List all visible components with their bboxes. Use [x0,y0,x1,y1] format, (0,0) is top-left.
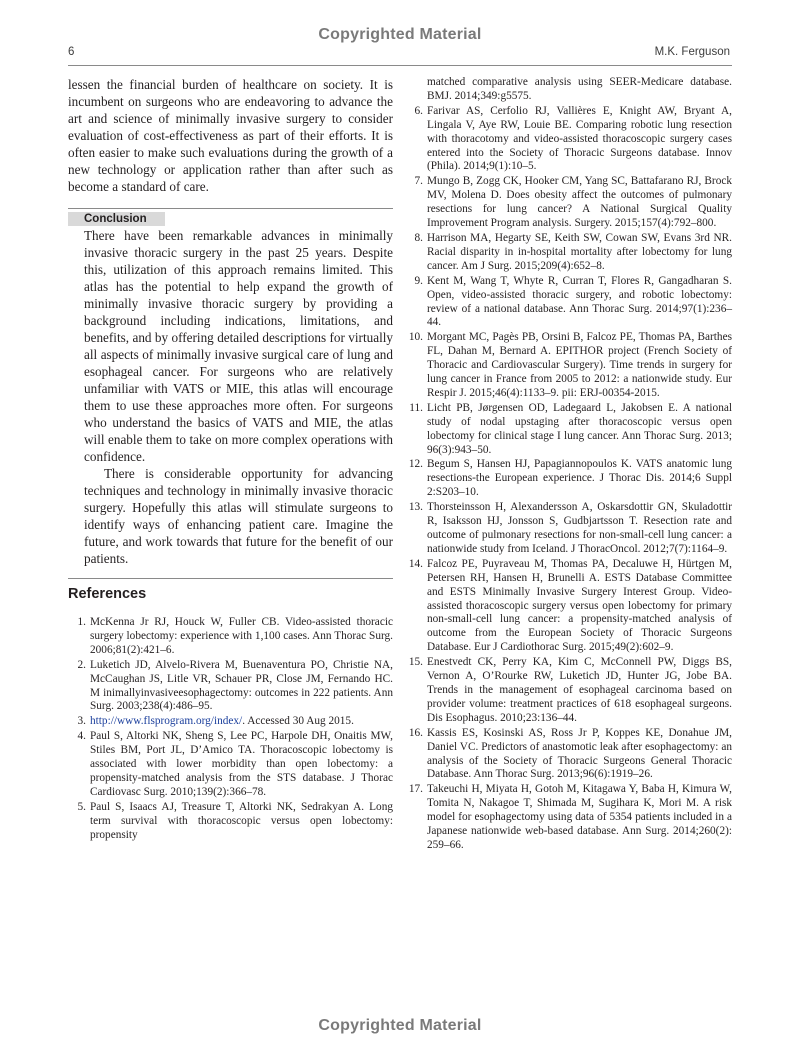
reference-item: 4. Paul S, Altorki NK, Sheng S, Lee PC, Harpole DH, Onaitis MW, Stiles BM, Port JL, D’Amico TA. Thoracoscopic lobectomy is associated with lower morbidity than open lobectomy: a propensity-matched analysis from the STS database. J Thorac Cardiovasc Surg. 2010;139(2):366–78. [77,730,393,798]
reference-item: 5. Paul S, Isaacs AJ, Treasure T, Altorki NK, Sedrakyan A. Long term survival with thoracoscopic versus open lobectomy: propensity [77,800,393,841]
references-list-left [68,616,393,843]
reference-item: 2. Luketich JD, Alvelo-Rivera M, Buenaventura PO, Christie NA, McCaughan JS, Litle VR, Schauer PR, Close JM, Fernando HC. M inimallyinvasiveesophagectomy: outcomes in 222 patients. Ann Surg. 2003;238(4):486–95. [77,658,393,713]
reference-item: 8. Harrison MA, Hegarty SE, Keith SW, Cowan SW, Evans 3rd NR. Racial disparity in in-hospital mortality after lobectomy for lung cancer. Am J Surg. 2015;209(4):652–8. [414,231,732,272]
conclusion-paragraph-2: There is considerable opportunity for advancing techniques and technology in minimally invasive thoracic surgery. Hopefully this atlas will stimulate surgeons to identify ways of enhancing patient care. Imagine the future, and work towards that future for the benefit of our patients. [84,466,393,566]
reference-item: 6. Farivar AS, Cerfolio RJ, Vallières E, Knight AW, Bryant A, Lingala V, Aye RW, Louie BE. Comparing robotic lung resection with thoracotomy and video-assisted thoracoscopic surgery cases entered into the Society of Thoracic Surgeons database. Innov (Phila). 2014;9(1):10–5. [414,104,732,173]
conclusion-paragraph-1: There have been remarkable advances in minimally invasive thoracic surgery in the past 25 years. Despite this, utilization of this approach remains limited. This atlas has the potential to help expand the growth of minimally invasive thoracic surgery by providing a background including indications, limitations, and benefits, and by offering detailed descriptions for virtually all aspects of minimally invasive surgical care of lung and esophageal cancer. For surgeons who are relatively unfamiliar with VATS or MIE, this atlas will encourage them to use these approaches more often. For surgeons who understand the basics of VATS and MIE, the atlas will enable them to take on more complex operations with confidence. [84,228,393,464]
reference-item: 12. Begum S, Hansen HJ, Papagiannopoulos K. VATS anatomic lung resections-the European experience. J Thorac Dis. 2014;6 Suppl 2:S203–10. [408,458,732,499]
reference-item: 9. Kent M, Wang T, Whyte R, Curran T, Flores R, Gangadharan S. Open, video-assisted thoracic surgery, and robotic lobectomy: review of a national database. Ann Thorac Surg. 2014;97(1):236–44. [414,274,732,329]
reference-item: 15. Enestvedt CK, Perry KA, Kim C, McConnell PW, Diggs BS, Vernon A, O’Rourke RW, Luketich JD, Hunter JG, Jobe BA. Trends in the management of esophageal carcinoma based on provider volume: treatment practices of 618 esophageal surgeons. Dis Esophagus. 2010;23:136–44. [408,656,732,724]
reference-item: 13. Thorsteinsson H, Alexandersson A, Oskarsdottir GN, Skuladottir R, Isaksson HJ, Jonsson S, Gudbjartsson T. Resection rate and outcome of pulmonary resections for non-small-cell lung cancer: a nationwide study from Iceland. J ThoracOncol. 2012;7(7):1164–9. [408,501,732,555]
reference-item: 3. http://www.flsprogram.org/index/. Accessed 30 Aug 2015. [77,715,354,728]
reference-item: 16. Kassis ES, Kosinski AS, Ross Jr P, Koppes KE, Donahue JM, Daniel VC. Predictors of anastomotic leak after esophagectomy: an analysis of the Society of Thoracic Surgeons General Thoracic Database. Ann Thorac Surg. 2013;96(6):1919–26. [408,726,732,781]
page-number: 6 [68,46,75,58]
references-heading: References [68,586,147,602]
reference-item: 10. Morgant MC, Pagès PB, Orsini B, Falcoz PE, Thomas PA, Barthes FL, Dahan M, Bernard A. EPITHOR project (French Society of Thoracic and Cardiovascular Surgery). Time trends in surgery for lung cancer in France from 2005 to 2012: a nationwide study. Eur Respir J. 2015;46(4):1133–9. pii: ERJ-00354-2015. [408,331,732,399]
header-rule [68,65,732,66]
left-column [68,76,393,567]
reference-item: 1. McKenna Jr RJ, Houck W, Fuller CB. Video-assisted thoracic surgery lobectomy: experience with 1,100 cases. Ann Thorac Surg. 2006;81(2):421–6. [77,616,393,656]
copyright-watermark-bottom: Copyrighted Material [318,1017,482,1034]
right-column [405,76,732,854]
section-rule [68,578,393,579]
conclusion-section [68,208,393,567]
section-heading-conclusion: Conclusion [68,212,165,226]
references-list-right [405,105,732,853]
reference-item: 7. Mungo B, Zogg CK, Hooker CM, Yang SC, Battafarano RJ, Brock MV, Molena D. Does obesity affect the outcomes of pulmonary resections for lung cancer? A National Surgical Quality Improvement Program analysis. Surgery. 2015;157(4):792–800. [414,175,732,230]
section-rule [68,208,393,209]
reference-link[interactable]: http://www.flsprogram.org/index/ [90,715,243,728]
conclusion-body [68,227,393,567]
reference-item: 11. Licht PB, Jørgensen OD, Ladegaard L, Jakobsen E. A national study of nodal upstaging after thoracoscopic versus open lobectomy for clinical stage I lung cancer. Ann Thorac Surg. 2013; 96(3):943–50. [409,401,732,456]
reference-continuation: matched comparative analysis using SEER-Medicare database. BMJ. 2014;349:g5575. [427,76,732,102]
reference-item: 14. Falcoz PE, Puyraveau M, Thomas PA, Decaluwe H, Hürtgen M, Petersen RH, Hansen H, Brunelli A. ESTS Database Committee and ESTS Minimally Invasive Surgery Interest Group. Video-assisted thoracoscopic surgery versus open lobectomy for primary non-small-cell lung cancer: a propensity-matched analysis of outcome from the European Society of Thoracic Surgeons Database. Eur J Cardiothorac Surg. 2015;49(2):602–9. [408,557,732,654]
intro-paragraph: lessen the financial burden of healthcare on society. It is incumbent on surgeons who are endeavoring to advance the art and science of minimally invasive surgery to consider evaluation of cost-effectiveness as part of their efforts. It is often easier to make such evaluations during the growth of a new technology or application rather than after such as become a standard of care. [68,77,393,194]
running-head-author: M.K. Ferguson [654,46,730,58]
references-section [68,578,393,844]
copyright-watermark-top: Copyrighted Material [318,26,482,43]
reference-item: 17. Takeuchi H, Miyata H, Gotoh M, Kitagawa Y, Baba H, Kimura W, Tomita N, Nakagoe T, Shimada M, Sugihara K, Mori M. A risk model for esophagectomy using data of 5354 patients included in a Japanese nationwide web-based database. Ann Surg. 2014;260(2): 259–66. [408,783,732,851]
running-head [68,44,730,64]
